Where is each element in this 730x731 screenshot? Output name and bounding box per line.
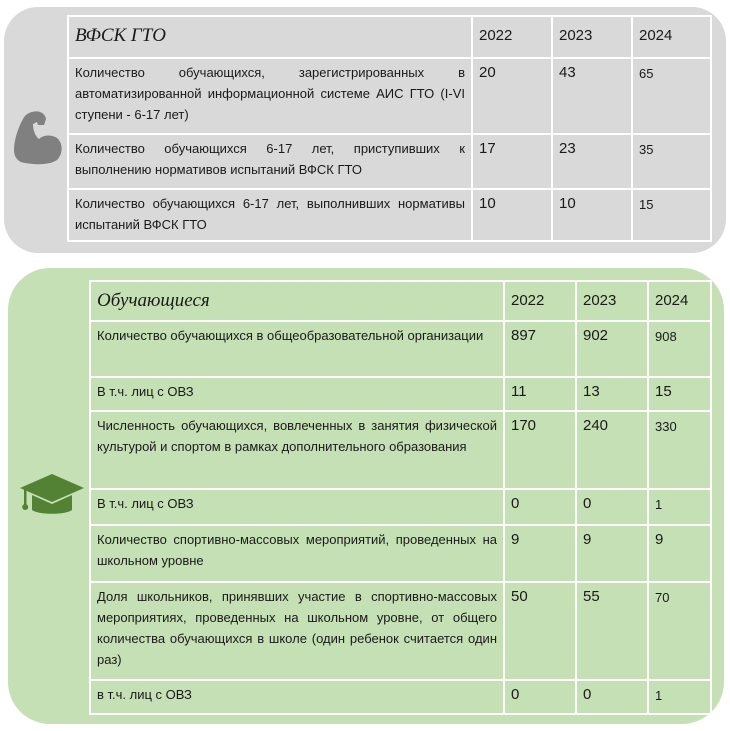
table-row [90, 525, 711, 582]
table-row [68, 189, 711, 241]
cell-value: 0 [576, 680, 648, 714]
table-title: Обучающиеся [90, 281, 504, 321]
table-row [90, 377, 711, 411]
row-label: Доля школьников, принявших участие в спортивно-массовых мероприятиях, проведенных на школьном уровне, от общего количества обучающихся в школе (один ребенок считается один раз) [90, 582, 504, 680]
cell-value: 9 [648, 525, 711, 582]
cell-value: 65 [632, 58, 711, 134]
year-header: 2024 [648, 281, 711, 321]
students-table [89, 280, 712, 715]
table-row [90, 411, 711, 489]
row-label: В т.ч. лиц с ОВЗ [90, 489, 504, 525]
cell-value: 902 [576, 321, 648, 377]
cell-value: 17 [472, 134, 552, 189]
cell-value: 15 [648, 377, 711, 411]
cell-value: 170 [504, 411, 576, 489]
row-label: в т.ч. лиц с ОВЗ [90, 680, 504, 714]
year-header: 2022 [504, 281, 576, 321]
table-row [68, 58, 711, 134]
year-header: 2023 [576, 281, 648, 321]
cell-value: 9 [504, 525, 576, 582]
cell-value: 10 [552, 189, 632, 241]
cell-value: 9 [576, 525, 648, 582]
table-row [68, 134, 711, 189]
table-title: ВФСК ГТО [68, 16, 472, 58]
year-header: 2022 [472, 16, 552, 58]
row-label: Количество обучающихся, зарегистрированных в автоматизированной информационной системе АИС ГТО (I-VI ступени - 6-17 лет) [68, 58, 472, 134]
row-label: В т.ч. лиц с ОВЗ [90, 377, 504, 411]
cell-value: 0 [504, 489, 576, 525]
cell-value: 15 [632, 189, 711, 241]
cell-value: 43 [552, 58, 632, 134]
cell-value: 35 [632, 134, 711, 189]
row-label: Количество обучающихся в общеобразовательной организации [90, 321, 504, 377]
row-label: Количество обучающихся 6-17 лет, выполнивших нормативы испытаний ВФСК ГТО [68, 189, 472, 241]
row-label: Количество обучающихся 6-17 лет, приступивших к выполнению нормативов испытаний ВФСК ГТО [68, 134, 472, 189]
cell-value: 11 [504, 377, 576, 411]
cell-value: 1 [648, 489, 711, 525]
cell-value: 1 [648, 680, 711, 714]
table-header-row [68, 16, 711, 58]
cell-value: 897 [504, 321, 576, 377]
cell-value: 330 [648, 411, 711, 489]
table-row [90, 321, 711, 377]
gto-table [67, 15, 712, 242]
cell-value: 240 [576, 411, 648, 489]
cell-value: 50 [504, 582, 576, 680]
table-row [90, 582, 711, 680]
year-header: 2024 [632, 16, 711, 58]
cell-value: 70 [648, 582, 711, 680]
cell-value: 55 [576, 582, 648, 680]
cell-value: 10 [472, 189, 552, 241]
row-label: Численность обучающихся, вовлеченных в занятия физической культурой и спортом в рамках дополнительного образования [90, 411, 504, 489]
table-row [90, 680, 711, 714]
flexed-arm-icon [12, 110, 64, 166]
table-header-row [90, 281, 711, 321]
cell-value: 0 [576, 489, 648, 525]
graduation-cap-icon [18, 470, 86, 518]
cell-value: 20 [472, 58, 552, 134]
year-header: 2023 [552, 16, 632, 58]
cell-value: 0 [504, 680, 576, 714]
row-label: Количество спортивно-массовых мероприятий, проведенных на школьном уровне [90, 525, 504, 582]
cell-value: 13 [576, 377, 648, 411]
cell-value: 908 [648, 321, 711, 377]
table-row [90, 489, 711, 525]
cell-value: 23 [552, 134, 632, 189]
